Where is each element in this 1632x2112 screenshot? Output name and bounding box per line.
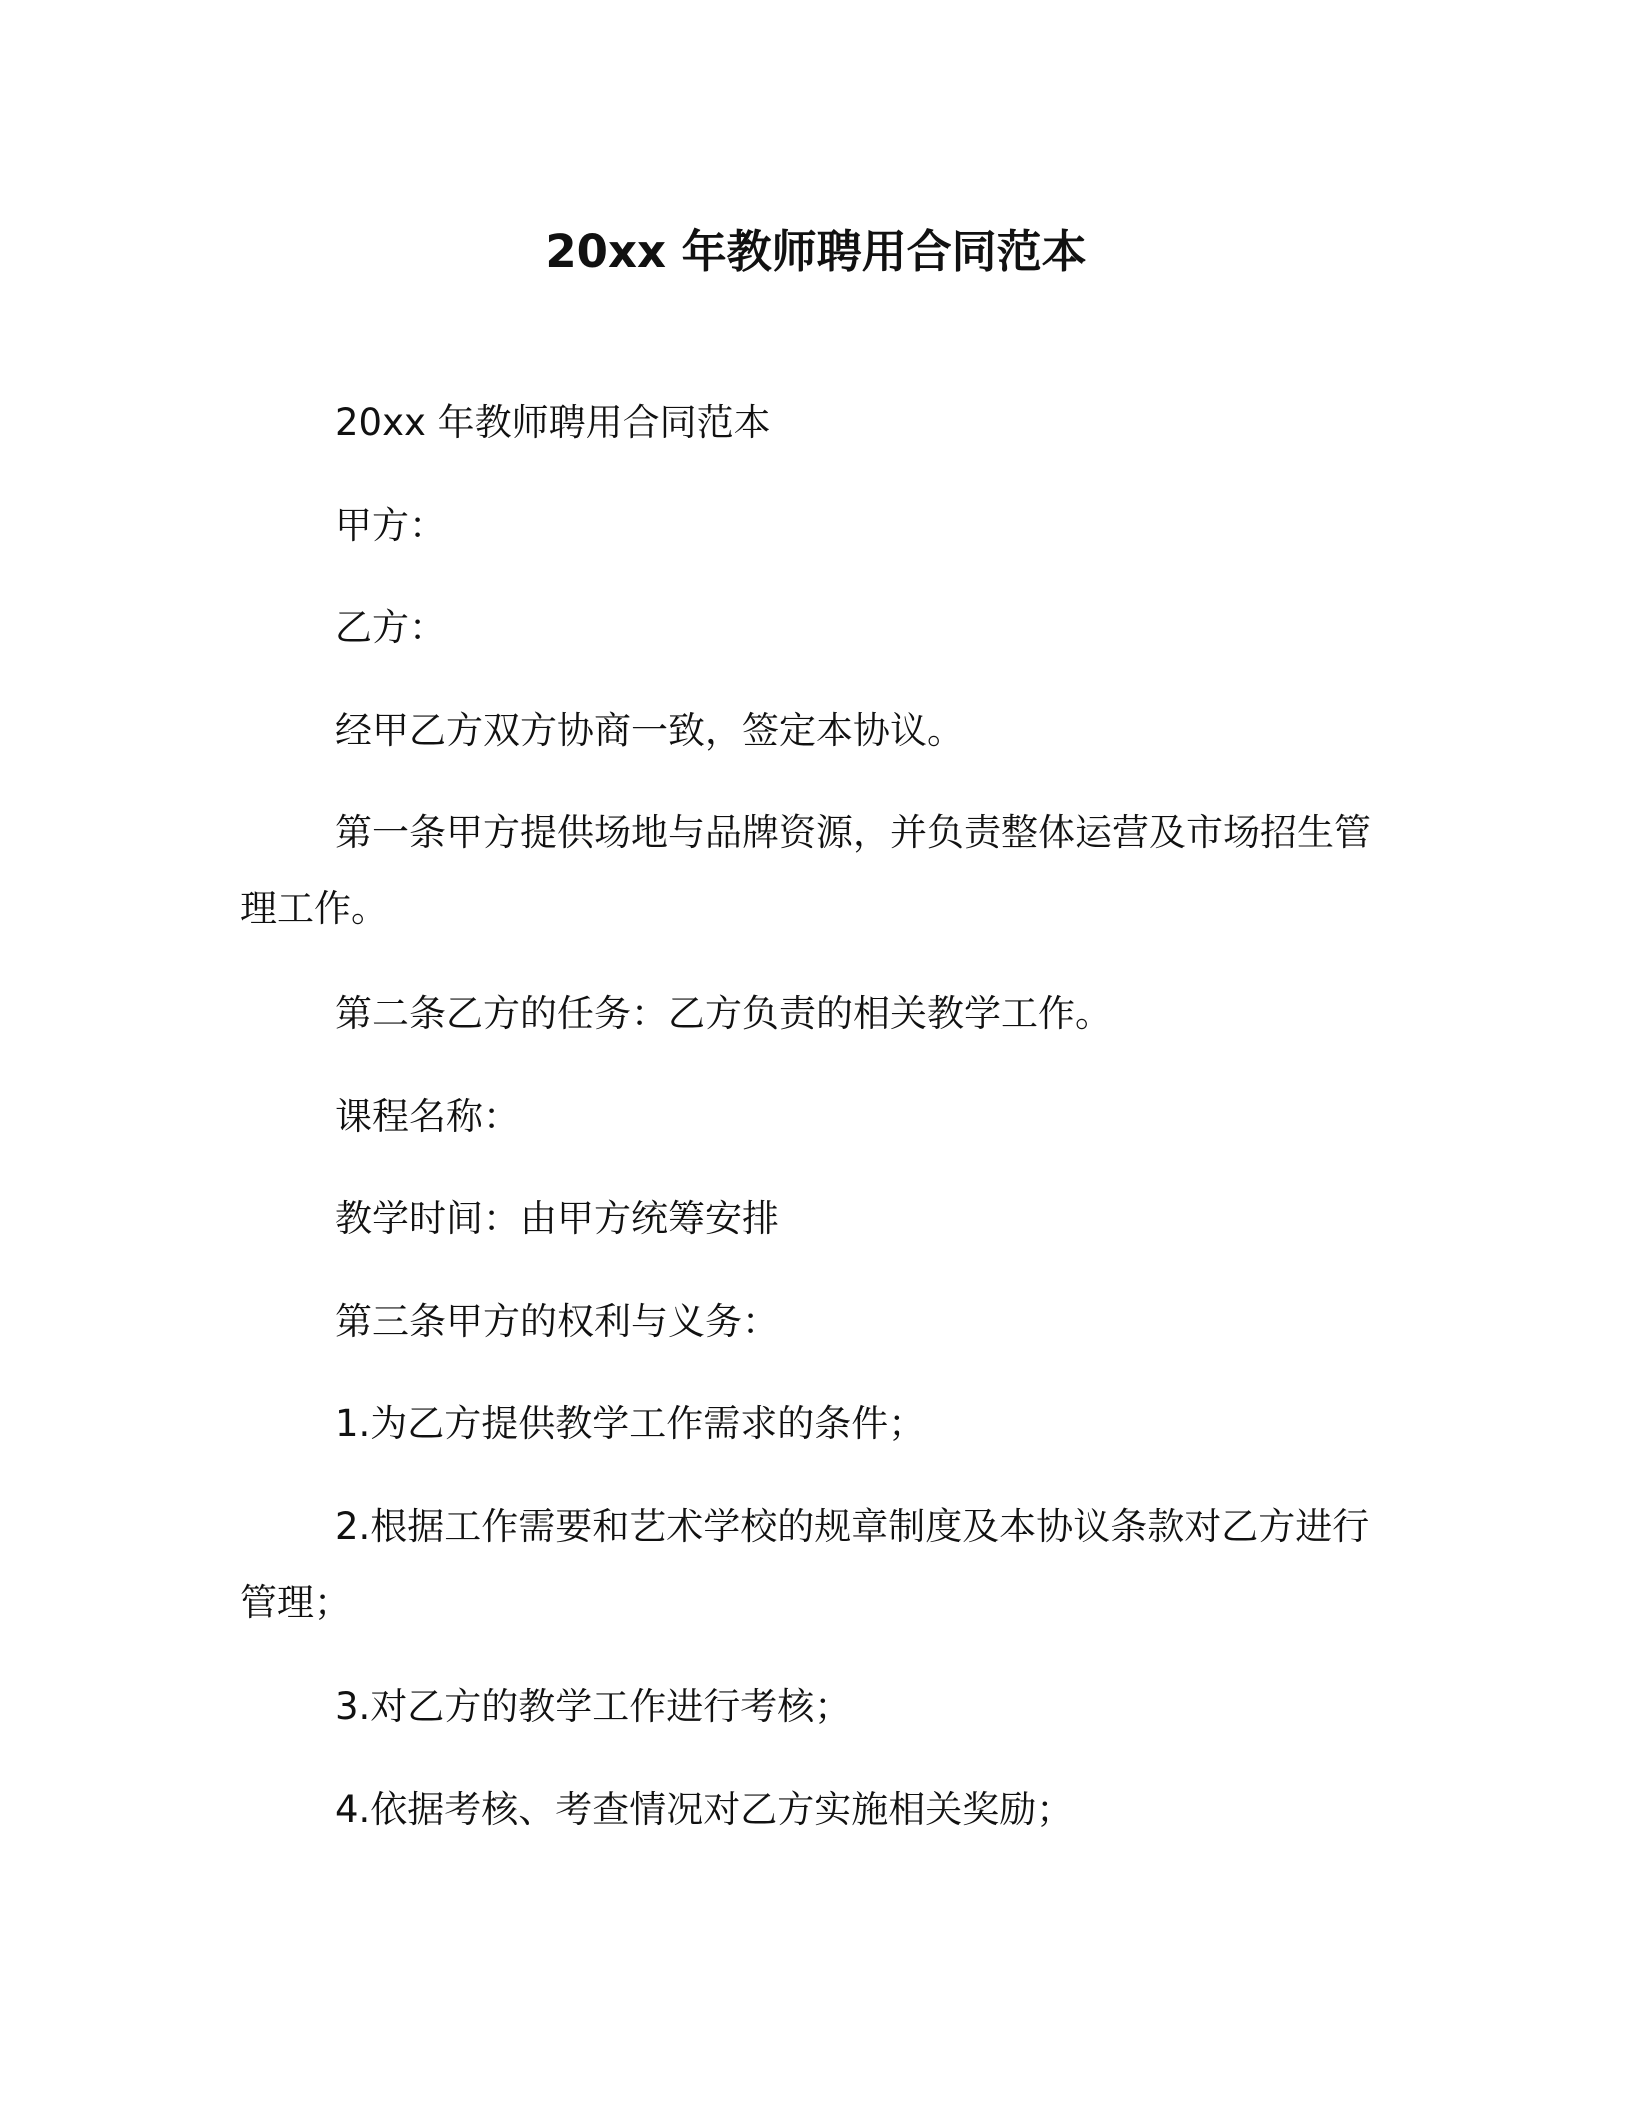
paragraph-article-1: 第一条甲方提供场地与品牌资源，并负责整体运营及市场招生管理工作。 [240, 811, 1371, 930]
paragraph-subtitle: 20xx 年教师聘用合同范本 [335, 401, 771, 444]
paragraph-agreement: 经甲乙方双方协商一致，签定本协议。 [335, 709, 964, 752]
paragraph-item-2: 2.根据工作需要和艺术学校的规章制度及本协议条款对乙方进行管理； [240, 1505, 1370, 1624]
document-title: 20xx 年教师聘用合同范本 [545, 225, 1087, 278]
paragraph-party-a: 甲方： [335, 504, 446, 547]
paragraph-party-b: 乙方： [335, 606, 446, 649]
paragraph-teaching-time: 教学时间：由甲方统筹安排 [335, 1197, 779, 1240]
paragraph-item-1: 1.为乙方提供教学工作需求的条件； [335, 1402, 926, 1445]
paragraph-item-4: 4.依据考核、考查情况对乙方实施相关奖励； [335, 1788, 1074, 1831]
paragraph-article-3: 第三条甲方的权利与义务： [335, 1300, 779, 1343]
paragraph-article-2: 第二条乙方的任务：乙方负责的相关教学工作。 [335, 992, 1112, 1035]
paragraph-item-3: 3.对乙方的教学工作进行考核； [335, 1685, 852, 1728]
paragraph-course-name: 课程名称： [335, 1095, 520, 1138]
